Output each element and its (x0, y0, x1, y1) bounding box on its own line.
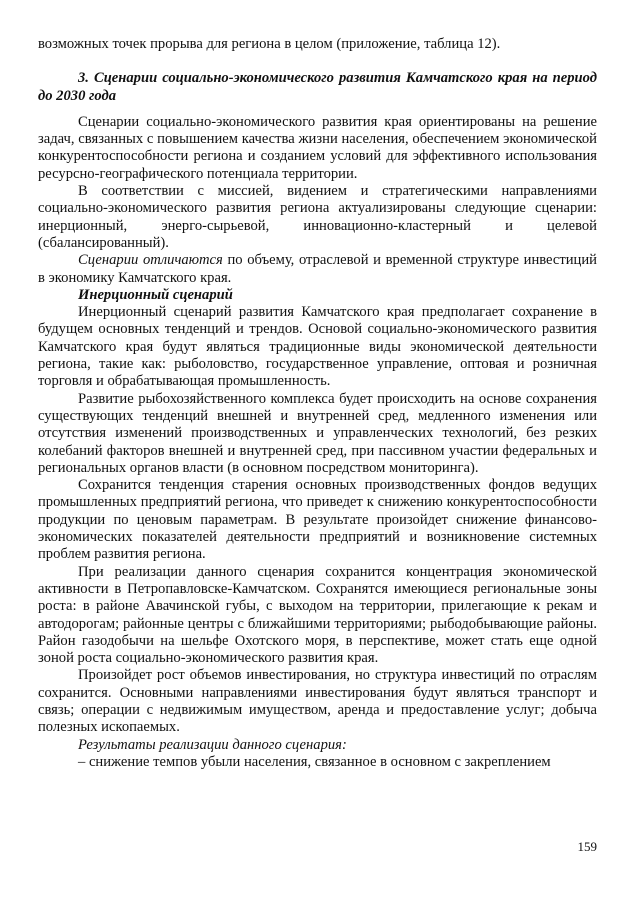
paragraph-aging-assets: Сохранится тенденция старения основных производственных фондов ведущих промышленных предприятий региона, что приведет к снижению конкурентоспособности продукции по ценовым параметрам. В результате произойдет снижение финансово-экономических показателей деятельности предприятий и возникновение системных проблем развития региона. (38, 477, 597, 563)
subheading-inertial-scenario: Инерционный сценарий (78, 286, 233, 303)
paragraph-investment: Произойдет рост объемов инвестирования, но структура инвестиций по отраслям сохранится. Основными направлениями инвестирования будут являться транспорт и связь; операции с недвижимым имуществом, аренда и предоставление услуг; добыча полезных ископаемых. (38, 667, 597, 736)
paragraph-scenarios-intro: Сценарии социально-экономического развития края ориентированы на решение задач, связанных с повышением качества жизни населения, обеспечением экономической конкурентоспособности региона и созданием условий для эффективного использования ресурсно-географического потенциала территории. (38, 113, 597, 182)
page-number: 159 (577, 839, 597, 854)
section-heading: 3. Сценарии социально-экономического развития Камчатского края на период до 2030 года (38, 70, 597, 104)
document-page (38, 36, 597, 771)
paragraph-fishery-development: Развитие рыбохозяйственного комплекса будет происходить на основе сохранения существующих тенденций внешней и внутренней сред, медленного изменения или отсутствия изменений производственных и управленческих технологий, без резких колебаний факторов внешней и внутренней сред, при пассивном участии федеральных и региональных органов власти (в основном посредством мониторинга). (38, 390, 597, 476)
emphasis-text: Сценарии отличаются (78, 252, 223, 269)
paragraph-scenarios-differences (38, 252, 597, 287)
paragraph-scenarios-list: В соответствии с миссией, видением и стратегическими направлениями социально-экономического развития региона актуализированы следующие сценарии: инерционный, энерго-сырьевой, инновационно-кластерный и целевой (сбалансированный). (38, 183, 597, 251)
continuation-paragraph: возможных точек прорыва для региона в целом (приложение, таблица 12). (38, 36, 501, 52)
paragraph-growth-zones: При реализации данного сценария сохранится концентрация экономической активности в Петропавловске-Камчатском. Сохранятся имеющиеся региональные зоны роста: в районе Авачинской губы, с выходом на территории, прилегающие к рекам и автодорогам; районные центры с ближайшими территориями; рыбодобывающие районы. Район газодобычи на шельфе Охотского моря, в перспективе, может стать еще одной зоной роста социально-экономического развития края. (38, 563, 597, 667)
paragraph-inertial-description: Инерционный сценарий развития Камчатского края предполагает сохранение в будущем основных тенденций и трендов. Основой социально-экономического развития Камчатского края будут являться традиционные виды экономической деятельности региона, такие как: рыболовство, государственное управление, оптовая и розничная торговля и обрабатывающая промышленность. (38, 304, 597, 390)
paragraph-text: по объему, отраслевой и временной структуре инвестиций в экономику Камчатского края. (38, 252, 597, 286)
results-label: Результаты реализации данного сценария: (78, 736, 347, 753)
list-item-result-1: – снижение темпов убыли населения, связанное в основном с закреплением (78, 753, 551, 770)
